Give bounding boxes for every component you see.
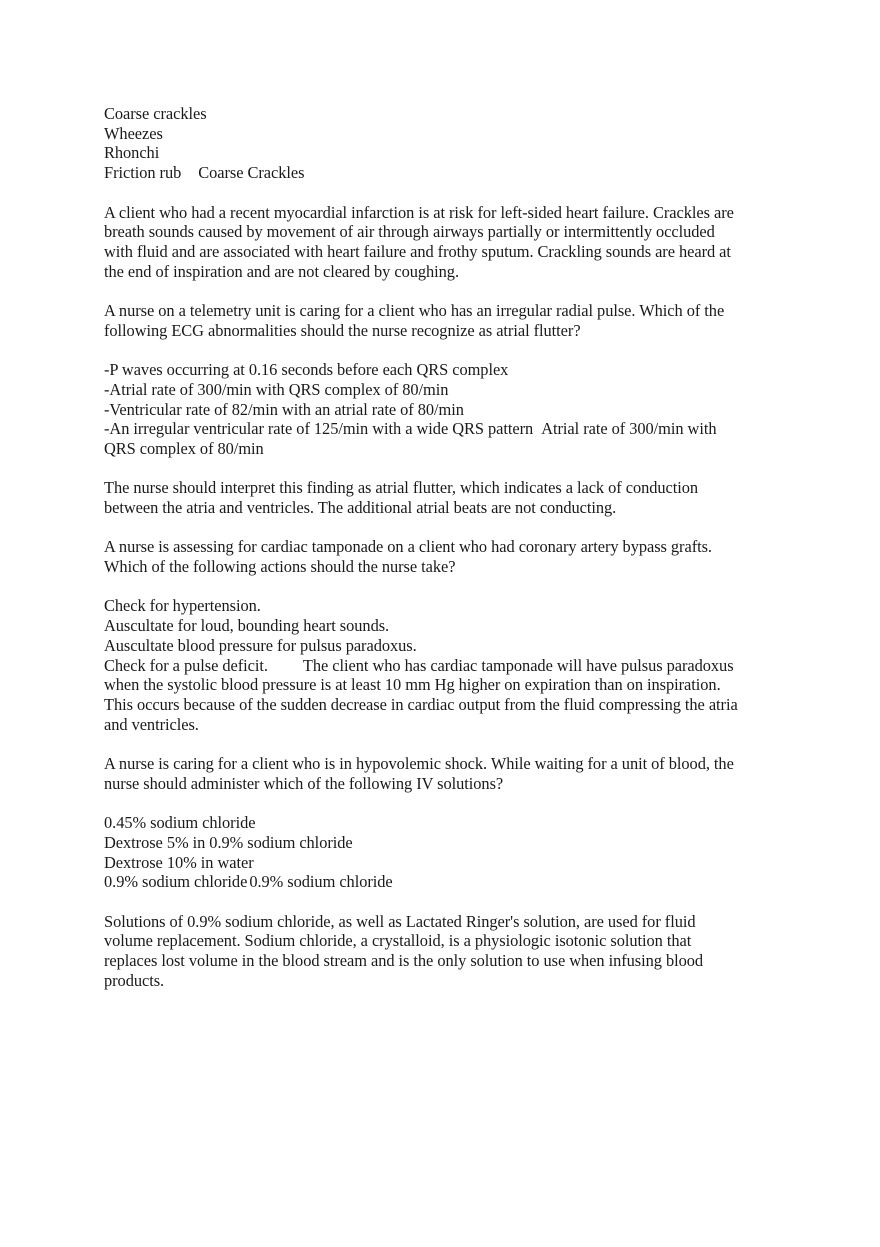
q3-answer-part1: The client who has cardiac tamponade will have pulsus paradoxus <box>302 655 734 675</box>
q4-question-line: nurse should administer which of the following IV solutions? <box>104 773 504 793</box>
q1-option-3: Rhonchi <box>104 143 160 163</box>
spacer <box>104 459 804 479</box>
q1-option-1: Coarse crackles <box>104 104 207 123</box>
q4-option-1: 0.45% sodium chloride <box>104 813 256 833</box>
q4-rationale-line: replaces lost volume in the blood stream and is the only solution to use when infusing blood <box>104 951 704 971</box>
spacer <box>104 281 804 301</box>
q1-option-2: Wheezes <box>104 123 163 143</box>
q3-rationale-line: and ventricles. <box>104 714 199 734</box>
q1-option-4: Friction rub <box>104 163 182 183</box>
question-3 <box>104 537 804 734</box>
spacer <box>104 340 804 360</box>
q3-option-3: Auscultate blood pressure for pulsus paradoxus. <box>104 635 417 655</box>
q2-rationale-line: The nurse should interpret this finding as atrial flutter, which indicates a lack of conduction <box>104 478 699 498</box>
spacer <box>104 892 804 912</box>
question-2 <box>104 301 804 518</box>
spacer <box>104 794 804 814</box>
spacer <box>104 518 804 538</box>
document-page <box>104 104 804 991</box>
q2-option-4: -An irregular ventricular rate of 125/min with a wide QRS pattern <box>104 419 534 439</box>
q3-rationale-line: when the systolic blood pressure is at least 10 mm Hg higher on expiration than on inspiration. <box>104 675 721 695</box>
q1-option-4-with-answer <box>104 163 804 183</box>
q2-answer-part1: Atrial rate of 300/min with <box>541 419 717 439</box>
q2-option-2: -Atrial rate of 300/min with QRS complex of 80/min <box>104 379 449 399</box>
q4-rationale-line: products. <box>104 970 165 990</box>
q4-option-4: 0.9% sodium chloride <box>104 872 248 892</box>
q3-option-2: Auscultate for loud, bounding heart sounds. <box>104 616 390 636</box>
q2-answer-part2: QRS complex of 80/min <box>104 438 264 458</box>
q4-rationale-line: volume replacement. Sodium chloride, a crystalloid, is a physiologic isotonic solution that <box>104 931 692 951</box>
q4-option-3: Dextrose 10% in water <box>104 852 254 872</box>
q1-rationale-line: with fluid and are associated with heart failure and frothy sputum. Crackling sounds are heard at <box>104 241 731 261</box>
q3-option-4-with-answer <box>104 656 804 676</box>
question-1 <box>104 104 804 281</box>
q2-option-3: -Ventricular rate of 82/min with an atrial rate of 80/min <box>104 399 464 419</box>
q3-option-1: Check for hypertension. <box>104 596 261 616</box>
q3-question-line: Which of the following actions should the nurse take? <box>104 557 456 577</box>
q3-option-4: Check for a pulse deficit. <box>104 655 268 675</box>
q2-rationale-line: between the atria and ventricles. The additional atrial beats are not conducting. <box>104 498 617 517</box>
spacer <box>104 183 804 203</box>
q1-rationale-line: A client who had a recent myocardial infarction is at risk for left-sided heart failure. Crackles are <box>104 202 734 222</box>
q3-question-line: A nurse is assessing for cardiac tamponade on a client who had coronary artery bypass grafts. <box>104 537 712 557</box>
question-4 <box>104 754 804 990</box>
q1-answer: Coarse Crackles <box>198 163 305 183</box>
q4-option-2: Dextrose 5% in 0.9% sodium chloride <box>104 832 353 852</box>
spacer <box>104 577 804 597</box>
q3-rationale-line: This occurs because of the sudden decrease in cardiac output from the fluid compressing the atria <box>104 695 738 714</box>
q1-rationale-line: breath sounds caused by movement of air through airways partially or intermittently occluded <box>104 222 715 242</box>
q2-question-line: following ECG abnormalities should the nurse recognize as atrial flutter? <box>104 320 581 340</box>
q4-option-4-with-answer <box>104 872 804 892</box>
q2-question-line: A nurse on a telemetry unit is caring for a client who has an irregular radial pulse. Which of the <box>104 301 725 320</box>
q2-option-4-with-answer <box>104 419 804 439</box>
q2-option-1: -P waves occurring at 0.16 seconds before each QRS complex <box>104 360 509 380</box>
q2-answer-start <box>535 419 539 438</box>
q4-question-line: A nurse is caring for a client who is in hypovolemic shock. While waiting for a unit of blood, the <box>104 754 734 774</box>
q4-answer: 0.9% sodium chloride <box>249 872 393 892</box>
spacer <box>104 734 804 754</box>
q1-rationale-line: the end of inspiration and are not cleared by coughing. <box>104 261 459 281</box>
q4-rationale-line: Solutions of 0.9% sodium chloride, as well as Lactated Ringer's solution, are used for fluid <box>104 911 696 931</box>
